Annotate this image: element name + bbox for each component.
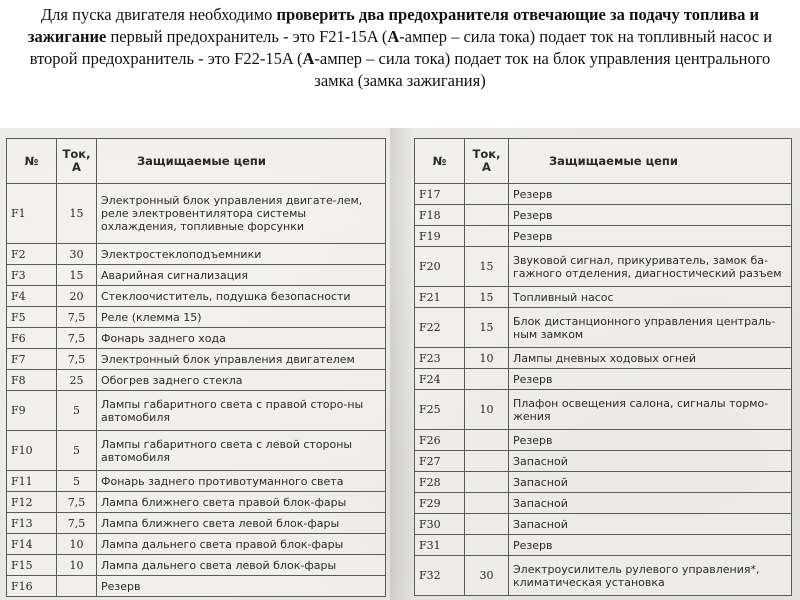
intro-text-4: -ампер – сила тока) подает ток на блок управления центрального замка (замка зажигания) — [314, 49, 771, 90]
table-row — [415, 226, 792, 247]
intro-bold-2: A — [387, 27, 400, 46]
fuse-current: 7,5 — [57, 307, 97, 328]
fuse-table-left-body — [7, 184, 386, 597]
table-row — [415, 348, 792, 369]
fuse-current: 20 — [57, 286, 97, 307]
fuse-circuits: Лампы габаритного света с левой стороны автомобиля — [97, 431, 386, 471]
fuse-circuits: Стеклоочиститель, подушка безопасности — [97, 286, 386, 307]
fuse-circuits: Запасной — [509, 514, 792, 535]
table-row — [415, 308, 792, 348]
intro-text-3: -ампер – сила тока) подает ток на топливный насос и второй предохранитель - это F22-15A ( — [29, 27, 773, 68]
table-header-row — [7, 139, 386, 184]
table-row — [415, 556, 792, 596]
fuse-number: F28 — [415, 472, 465, 493]
fuse-current: 5 — [57, 391, 97, 431]
fuse-number: F24 — [415, 369, 465, 390]
fuse-current: 15 — [465, 287, 509, 308]
fuse-number: F2 — [7, 244, 57, 265]
table-row — [7, 431, 386, 471]
table-row — [7, 349, 386, 370]
fuse-circuits: Запасной — [509, 493, 792, 514]
table-row — [7, 471, 386, 492]
fuse-circuits: Обогрев заднего стекла — [97, 370, 386, 391]
fuse-circuits: Электронный блок управления двигателем — [97, 349, 386, 370]
fuse-current: 30 — [465, 556, 509, 596]
fuse-number: F9 — [7, 391, 57, 431]
header-circuits: Защищаемые цепи — [97, 139, 386, 184]
fuse-current: 10 — [465, 348, 509, 369]
fuse-current: 10 — [57, 555, 97, 576]
fuse-number: F1 — [7, 184, 57, 244]
fuse-number: F26 — [415, 430, 465, 451]
fuse-current: 5 — [57, 431, 97, 471]
fuse-circuits: Лампа дальнего света левой блок-фары — [97, 555, 386, 576]
table-row — [7, 576, 386, 597]
fuse-number: F25 — [415, 390, 465, 430]
fuse-circuits: Плафон освещения салона, сигналы тормо-жения — [509, 390, 792, 430]
table-row — [7, 328, 386, 349]
fuse-current — [465, 535, 509, 556]
table-row — [7, 286, 386, 307]
table-row — [415, 184, 792, 205]
fuse-circuits: Лампа дальнего света правой блок-фары — [97, 534, 386, 555]
fuse-number: F23 — [415, 348, 465, 369]
fuse-number: F14 — [7, 534, 57, 555]
fuse-current — [57, 576, 97, 597]
fuse-current: 15 — [57, 265, 97, 286]
table-row — [415, 493, 792, 514]
table-row — [7, 370, 386, 391]
fuse-circuits: Реле (клемма 15) — [97, 307, 386, 328]
fuse-number: F16 — [7, 576, 57, 597]
fuse-current: 7,5 — [57, 513, 97, 534]
fuse-number: F22 — [415, 308, 465, 348]
fuse-current: 15 — [465, 308, 509, 348]
fuse-number: F12 — [7, 492, 57, 513]
header-number: № — [415, 139, 465, 184]
table-row — [7, 307, 386, 328]
fuse-circuits: Лампа ближнего света правой блок-фары — [97, 492, 386, 513]
table-row — [415, 205, 792, 226]
fuse-number: F13 — [7, 513, 57, 534]
fuse-circuits: Запасной — [509, 472, 792, 493]
table-row — [7, 244, 386, 265]
fuse-current — [465, 472, 509, 493]
fuse-circuits: Электроусилитель рулевого управления*, климатическая установка — [509, 556, 792, 596]
intro-bold-3: A — [302, 49, 315, 68]
table-row — [415, 247, 792, 287]
fuse-circuits: Фонарь заднего противотуманного света — [97, 471, 386, 492]
fuse-current: 25 — [57, 370, 97, 391]
fuse-table-right-body — [415, 184, 792, 596]
fuse-number: F7 — [7, 349, 57, 370]
fuse-circuits: Лампы дневных ходовых огней — [509, 348, 792, 369]
fuse-number: F30 — [415, 514, 465, 535]
fuse-number: F6 — [7, 328, 57, 349]
fuse-circuits: Лампа ближнего света левой блок-фары — [97, 513, 386, 534]
fuse-number: F19 — [415, 226, 465, 247]
fuse-table-left — [6, 138, 386, 597]
fuse-current: 7,5 — [57, 492, 97, 513]
table-row — [415, 514, 792, 535]
fuse-number: F21 — [415, 287, 465, 308]
fuse-current — [465, 430, 509, 451]
table-row — [415, 287, 792, 308]
fuse-number: F17 — [415, 184, 465, 205]
fuse-circuits: Электронный блок управления двигате-лем, реле электровентилятора системы охлаждения, топливные форсунки — [97, 184, 386, 244]
fuse-current: 10 — [465, 390, 509, 430]
fuse-current: 15 — [465, 247, 509, 287]
fuse-circuits: Фонарь заднего хода — [97, 328, 386, 349]
table-row — [7, 492, 386, 513]
fuse-number: F29 — [415, 493, 465, 514]
fuse-current: 30 — [57, 244, 97, 265]
fuse-number: F5 — [7, 307, 57, 328]
intro-paragraph — [8, 4, 792, 92]
fuse-circuits: Резерв — [509, 369, 792, 390]
fuse-number: F3 — [7, 265, 57, 286]
table-header-row — [415, 139, 792, 184]
table-row — [415, 451, 792, 472]
header-current: Ток, А — [57, 139, 97, 184]
fuse-current — [465, 226, 509, 247]
fuse-circuits: Топливный насос — [509, 287, 792, 308]
fuse-current: 7,5 — [57, 349, 97, 370]
fuse-current — [465, 369, 509, 390]
intro-text-2: первый предохранитель - это F21-15A ( — [106, 27, 388, 46]
fuse-number: F8 — [7, 370, 57, 391]
fuse-current — [465, 184, 509, 205]
fuse-circuits: Резерв — [509, 205, 792, 226]
fuse-current — [465, 514, 509, 535]
fuse-number: F15 — [7, 555, 57, 576]
fuse-circuits: Звуковой сигнал, прикуриватель, замок ба-гажного отделения, диагностический разъем — [509, 247, 792, 287]
table-row — [7, 555, 386, 576]
table-row — [7, 184, 386, 244]
table-row — [7, 265, 386, 286]
fuse-current: 10 — [57, 534, 97, 555]
fuse-number: F10 — [7, 431, 57, 471]
table-row — [7, 534, 386, 555]
fuse-circuits: Запасной — [509, 451, 792, 472]
fuse-circuits: Электростеклоподъемники — [97, 244, 386, 265]
fuse-current — [465, 205, 509, 226]
fuse-circuits: Аварийная сигнализация — [97, 265, 386, 286]
fuse-circuits: Резерв — [509, 226, 792, 247]
fuse-current — [465, 451, 509, 472]
table-row — [415, 430, 792, 451]
header-current: Ток, А — [465, 139, 509, 184]
page-fold-shadow — [390, 128, 412, 600]
fuse-circuits: Резерв — [509, 535, 792, 556]
table-row — [7, 391, 386, 431]
fuse-number: F11 — [7, 471, 57, 492]
table-row — [7, 513, 386, 534]
header-circuits: Защищаемые цепи — [509, 139, 792, 184]
table-row — [415, 535, 792, 556]
fuse-circuits: Блок дистанционного управления централь-ным замком — [509, 308, 792, 348]
fuse-number: F4 — [7, 286, 57, 307]
fuse-number: F27 — [415, 451, 465, 472]
fuse-current: 7,5 — [57, 328, 97, 349]
fuse-number: F32 — [415, 556, 465, 596]
fuse-table-right — [414, 138, 792, 596]
intro-text-1: Для пуска двигателя необходимо — [40, 5, 277, 24]
intro-bold-1: проверить два предохранителя отвечающие за подачу топлива и зажигание — [27, 5, 760, 46]
fuse-number: F31 — [415, 535, 465, 556]
fuse-circuits: Резерв — [97, 576, 386, 597]
fuse-current: 5 — [57, 471, 97, 492]
table-row — [415, 472, 792, 493]
fuse-circuits: Лампы габаритного света с правой сторо-ны автомобиля — [97, 391, 386, 431]
fuse-current: 15 — [57, 184, 97, 244]
header-number: № — [7, 139, 57, 184]
fuse-circuits: Резерв — [509, 184, 792, 205]
fuse-current — [465, 493, 509, 514]
fuse-number: F20 — [415, 247, 465, 287]
fuse-circuits: Резерв — [509, 430, 792, 451]
fuse-number: F18 — [415, 205, 465, 226]
table-row — [415, 369, 792, 390]
table-row — [415, 390, 792, 430]
